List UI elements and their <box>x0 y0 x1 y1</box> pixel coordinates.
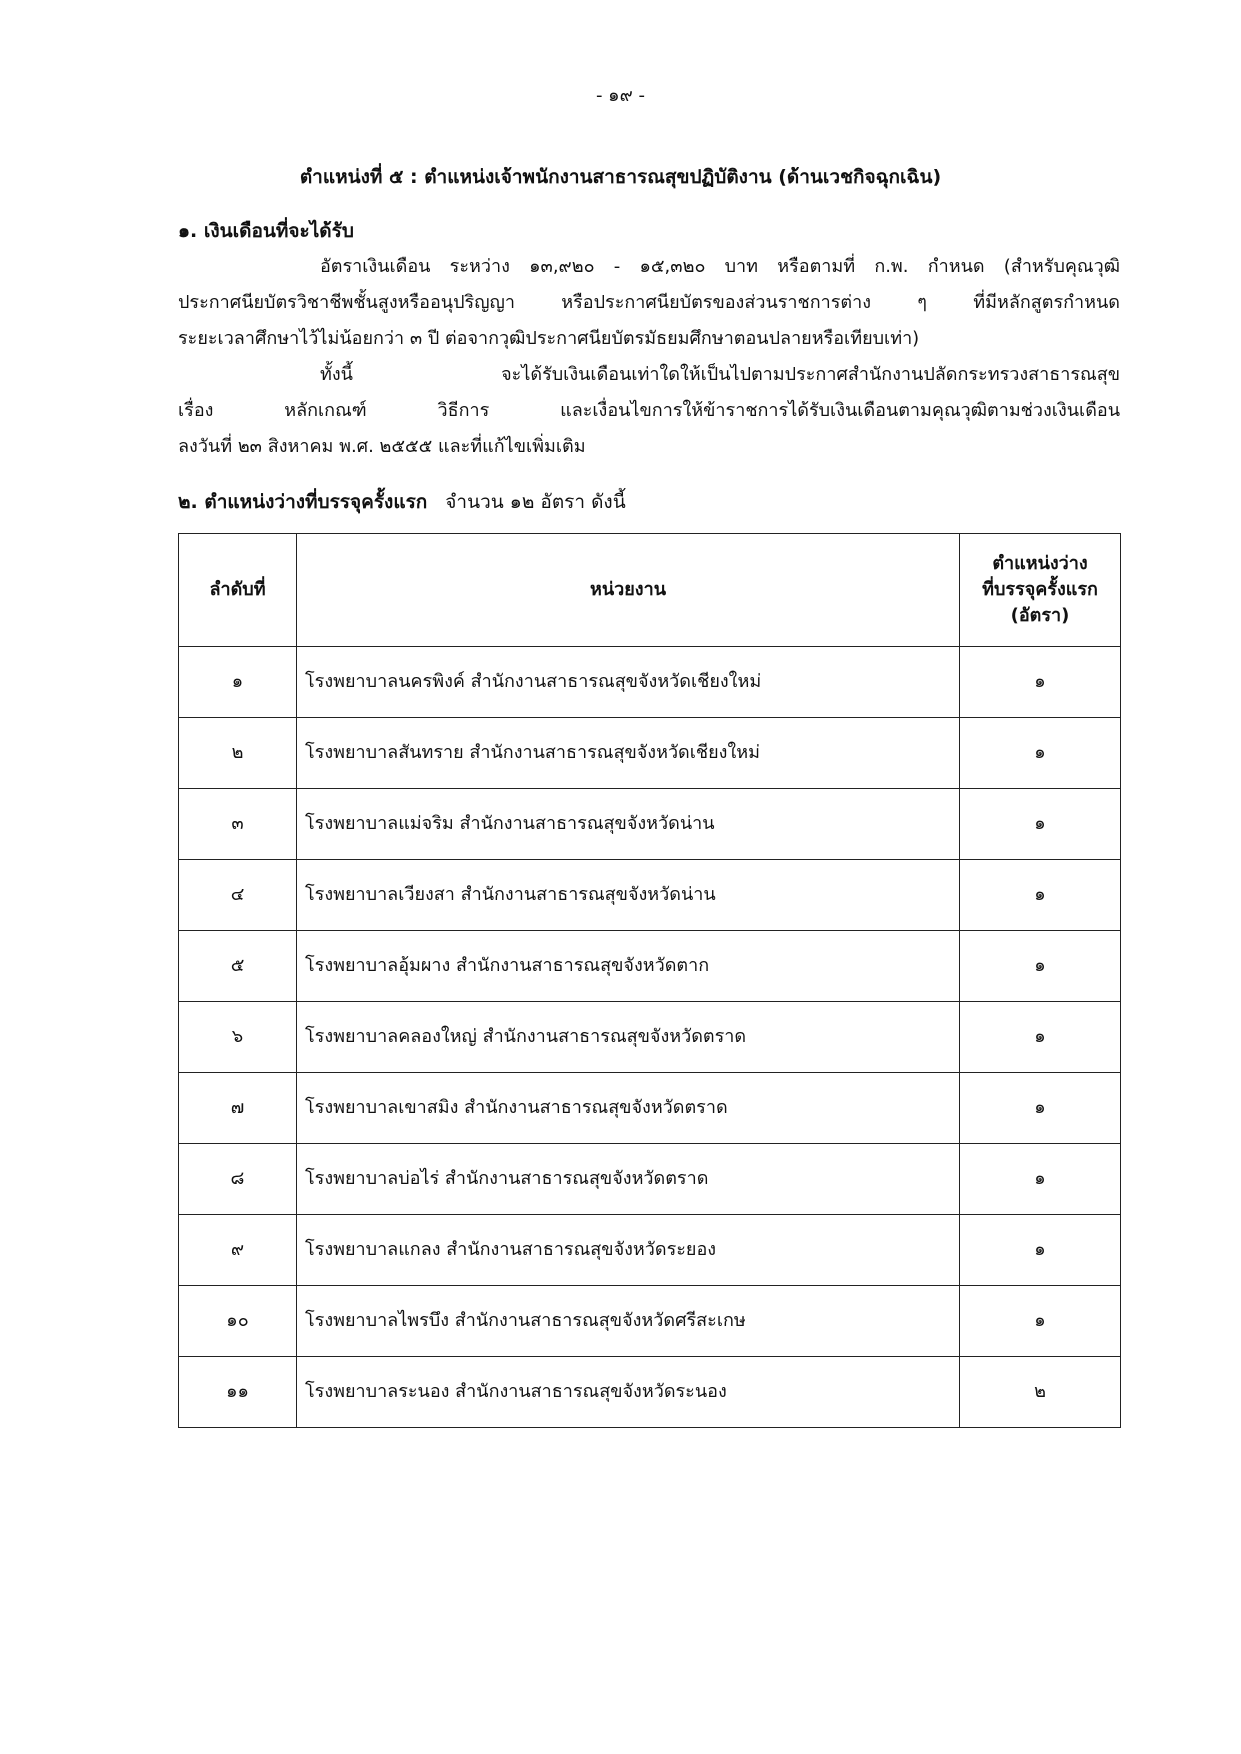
row-count: ๒ <box>960 1357 1121 1428</box>
header-vacancy <box>960 534 1121 647</box>
row-unit: โรงพยาบาลไพรบึง สำนักงานสาธารณสุขจังหวัดศรีสะเกษ <box>297 1286 960 1357</box>
regulation-paragraph-line-2: เรื่อง หลักเกณฑ์ วิธีการ และเงื่อนไขการให้ข้าราชการได้รับเงินเดือนตามคุณวุฒิตามช่วงเงินเดือน <box>178 400 1120 421</box>
table-row <box>179 1357 1121 1428</box>
table-row <box>179 931 1121 1002</box>
regulation-paragraph-line-1: ทั้งนี้ จะได้รับเงินเดือนเท่าใดให้เป็นไปตามประกาศสำนักงานปลัดกระทรวงสาธารณสุข <box>320 364 1120 385</box>
header-vacancy-line-1: ตำแหน่งว่าง <box>992 553 1088 574</box>
header-order: ลำดับที่ <box>179 534 297 647</box>
table-row <box>179 1144 1121 1215</box>
header-vacancy-line-2: ที่บรรจุครั้งแรก <box>982 579 1098 600</box>
row-unit: โรงพยาบาลสันทราย สำนักงานสาธารณสุขจังหวัดเชียงใหม่ <box>297 718 960 789</box>
table-row <box>179 718 1121 789</box>
row-order: ๑ <box>179 647 297 718</box>
row-order: ๘ <box>179 1144 297 1215</box>
row-count: ๑ <box>960 1286 1121 1357</box>
row-unit: โรงพยาบาลแม่จริม สำนักงานสาธารณสุขจังหวัดน่าน <box>297 789 960 860</box>
row-count: ๑ <box>960 789 1121 860</box>
row-unit: โรงพยาบาลนครพิงค์ สำนักงานสาธารณสุขจังหวัดเชียงใหม่ <box>297 647 960 718</box>
salary-paragraph-line-1: อัตราเงินเดือน ระหว่าง ๑๓,๙๒๐ - ๑๕,๓๒๐ บาท หรือตามที่ ก.พ. กำหนด (สำหรับคุณวุฒิ <box>320 256 1120 277</box>
row-order: ๙ <box>179 1215 297 1286</box>
table-row <box>179 1073 1121 1144</box>
row-count: ๑ <box>960 931 1121 1002</box>
row-order: ๕ <box>179 931 297 1002</box>
row-unit: โรงพยาบาลอุ้มผาง สำนักงานสาธารณสุขจังหวัดตาก <box>297 931 960 1002</box>
regulation-paragraph-line-3: ลงวันที่ ๒๓ สิงหาคม พ.ศ. ๒๕๕๕ และที่แก้ไขเพิ่มเติม <box>178 436 586 457</box>
table-row <box>179 1286 1121 1357</box>
row-order: ๑๐ <box>179 1286 297 1357</box>
row-count: ๑ <box>960 1144 1121 1215</box>
page-number: - ๑๙ - <box>595 85 646 106</box>
table-row <box>179 860 1121 931</box>
header-unit: หน่วยงาน <box>297 534 960 647</box>
position-title: ตำแหน่งที่ ๕ : ตำแหน่งเจ้าพนักงานสาธารณสุขปฏิบัติงาน (ด้านเวชกิจฉุกเฉิน) <box>299 166 942 188</box>
table-row <box>179 1002 1121 1073</box>
row-unit: โรงพยาบาลคลองใหญ่ สำนักงานสาธารณสุขจังหวัดตราด <box>297 1002 960 1073</box>
table-row <box>179 647 1121 718</box>
row-order: ๒ <box>179 718 297 789</box>
row-order: ๗ <box>179 1073 297 1144</box>
row-unit: โรงพยาบาลระนอง สำนักงานสาธารณสุขจังหวัดระนอง <box>297 1357 960 1428</box>
section-2-heading-title: ๒. ตำแหน่งว่างที่บรรจุครั้งแรก <box>178 491 428 513</box>
vacancy-table <box>178 533 1121 1428</box>
row-count: ๑ <box>960 718 1121 789</box>
section-2-heading-suffix: จำนวน ๑๒ อัตรา ดังนี้ <box>445 491 626 513</box>
row-unit: โรงพยาบาลเขาสมิง สำนักงานสาธารณสุขจังหวัดตราด <box>297 1073 960 1144</box>
row-count: ๑ <box>960 647 1121 718</box>
salary-paragraph-line-2: ประกาศนียบัตรวิชาชีพชั้นสูงหรืออนุปริญญา หรือประกาศนียบัตรของส่วนราชการต่าง ๆ ที่มีหลักสูตรกำหนด <box>178 292 1120 313</box>
section-1-heading: ๑. เงินเดือนที่จะได้รับ <box>178 220 354 242</box>
row-order: ๔ <box>179 860 297 931</box>
row-unit: โรงพยาบาลแกลง สำนักงานสาธารณสุขจังหวัดระยอง <box>297 1215 960 1286</box>
table-row <box>179 789 1121 860</box>
section-2-heading <box>178 487 626 517</box>
row-unit: โรงพยาบาลเวียงสา สำนักงานสาธารณสุขจังหวัดน่าน <box>297 860 960 931</box>
row-order: ๑๑ <box>179 1357 297 1428</box>
row-count: ๑ <box>960 1073 1121 1144</box>
table-row <box>179 1215 1121 1286</box>
row-count: ๑ <box>960 860 1121 931</box>
row-unit: โรงพยาบาลบ่อไร่ สำนักงานสาธารณสุขจังหวัดตราด <box>297 1144 960 1215</box>
row-order: ๓ <box>179 789 297 860</box>
row-order: ๖ <box>179 1002 297 1073</box>
row-count: ๑ <box>960 1002 1121 1073</box>
row-count: ๑ <box>960 1215 1121 1286</box>
salary-paragraph-line-3: ระยะเวลาศึกษาไว้ไม่น้อยกว่า ๓ ปี ต่อจากวุฒิประกาศนียบัตรมัธยมศึกษาตอนปลายหรือเทียบเท่า) <box>178 328 920 349</box>
table-header-row <box>179 534 1121 647</box>
header-vacancy-line-3: (อัตรา) <box>1010 605 1070 626</box>
